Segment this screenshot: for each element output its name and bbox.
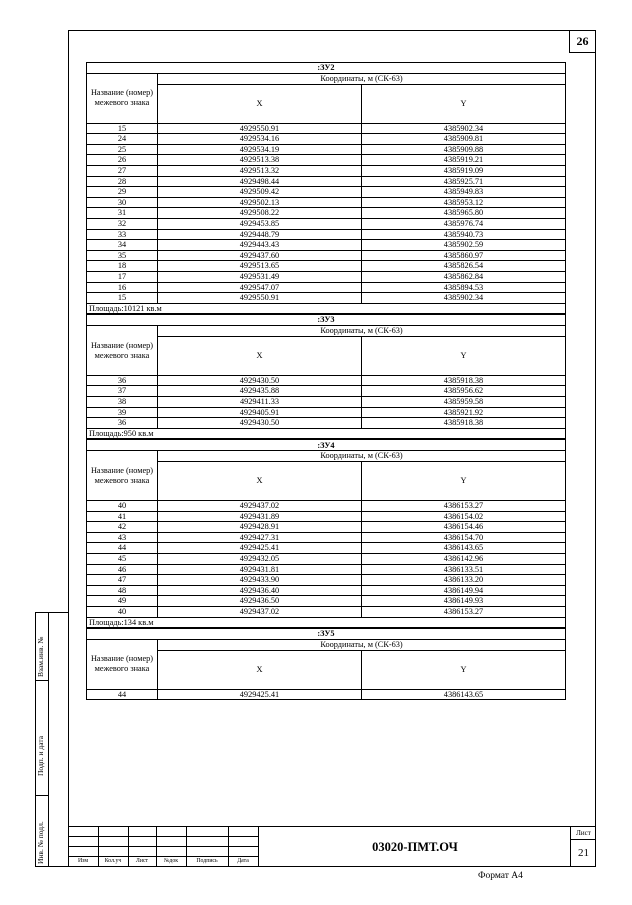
point-number: 40 <box>87 501 158 512</box>
table-row <box>87 407 566 418</box>
coord-y: 4385976.74 <box>362 218 566 229</box>
col-header-x: X <box>158 84 362 123</box>
point-number: 33 <box>87 229 158 240</box>
point-number: 47 <box>87 575 158 586</box>
coord-y: 4385919.09 <box>362 165 566 176</box>
coordinates-table <box>86 314 566 439</box>
format-label: Формат А4 <box>478 871 523 881</box>
coord-y: 4385860.97 <box>362 250 566 261</box>
coord-x: 4929431.81 <box>158 564 362 575</box>
point-number: 46 <box>87 564 158 575</box>
point-number: 24 <box>87 134 158 145</box>
coord-y: 4386143.65 <box>362 689 566 700</box>
point-number: 49 <box>87 596 158 607</box>
table-row <box>87 511 566 522</box>
coord-x: 4929436.50 <box>158 596 362 607</box>
coord-y: 4385902.34 <box>362 123 566 134</box>
sheet-number: 21 <box>578 847 589 859</box>
coord-y: 4385919.21 <box>362 155 566 166</box>
sidebar-cell-podp-data <box>36 681 48 796</box>
table-row <box>87 522 566 533</box>
col-header-name: Название (номер) межевого знака <box>87 74 158 124</box>
coord-x: 4929513.32 <box>158 165 362 176</box>
area-label: Площадь:10121 кв.м <box>87 303 566 314</box>
col-header-y: Y <box>362 462 566 501</box>
point-number: 16 <box>87 282 158 293</box>
coord-y: 4385965.80 <box>362 208 566 219</box>
table-row <box>87 282 566 293</box>
coord-x: 4929513.38 <box>158 155 362 166</box>
table-row <box>87 575 566 586</box>
point-number: 30 <box>87 197 158 208</box>
sidebar-stamp <box>35 612 68 867</box>
col-header-name: Название (номер) межевого знака <box>87 640 158 690</box>
coord-x: 4929550.91 <box>158 293 362 304</box>
coord-y: 4386143.65 <box>362 543 566 554</box>
coord-x: 4929431.89 <box>158 511 362 522</box>
table-row <box>87 689 566 700</box>
point-number: 27 <box>87 165 158 176</box>
coord-y: 4386149.94 <box>362 585 566 596</box>
table-row <box>87 176 566 187</box>
col-header-y: Y <box>362 336 566 375</box>
coord-x: 4929448.79 <box>158 229 362 240</box>
coord-y: 4385918.38 <box>362 418 566 429</box>
section-title: :ЗУ2 <box>87 63 566 74</box>
table-row <box>87 596 566 607</box>
point-number: 32 <box>87 218 158 229</box>
table-row <box>87 543 566 554</box>
page-number: 26 <box>569 31 595 53</box>
point-number: 48 <box>87 585 158 596</box>
table-row <box>87 585 566 596</box>
coord-y: 4386154.46 <box>362 522 566 533</box>
table-row <box>87 240 566 251</box>
coord-x: 4929502.13 <box>158 197 362 208</box>
coord-y: 4385918.38 <box>362 375 566 386</box>
coord-x: 4929437.60 <box>158 250 362 261</box>
point-number: 35 <box>87 250 158 261</box>
coord-x: 4929443.43 <box>158 240 362 251</box>
point-number: 36 <box>87 375 158 386</box>
coord-y: 4385909.88 <box>362 144 566 155</box>
table-row <box>87 397 566 408</box>
table-row <box>87 293 566 304</box>
sidebar-label-podp-data: Подп. и дата <box>36 735 45 776</box>
coord-y: 4386154.02 <box>362 511 566 522</box>
table-row <box>87 187 566 198</box>
point-number: 40 <box>87 606 158 617</box>
col-header-coords: Координаты, м (СК-63) <box>158 451 566 462</box>
coord-x: 4929531.49 <box>158 271 362 282</box>
sidebar-cell-inv-vzam <box>36 613 48 681</box>
coord-y: 4385953.12 <box>362 197 566 208</box>
sidebar-label-inv-podl: Инв. № подл. <box>36 821 45 864</box>
table-row <box>87 134 566 145</box>
point-number: 43 <box>87 532 158 543</box>
coord-y: 4385902.34 <box>362 293 566 304</box>
point-number: 45 <box>87 554 158 565</box>
table-row <box>87 375 566 386</box>
coord-y: 4385894.53 <box>362 282 566 293</box>
point-number: 15 <box>87 293 158 304</box>
sidebar-cell-inv-podl <box>36 796 48 868</box>
coord-x: 4929436.40 <box>158 585 362 596</box>
coord-x: 4929534.16 <box>158 134 362 145</box>
coord-y: 4385959.58 <box>362 397 566 408</box>
col-header-y: Y <box>362 650 566 689</box>
coord-x: 4929498.44 <box>158 176 362 187</box>
area-label: Площадь:950 кв.м <box>87 428 566 439</box>
coord-x: 4929534.19 <box>158 144 362 155</box>
point-number: 18 <box>87 261 158 272</box>
table-row <box>87 123 566 134</box>
point-number: 37 <box>87 386 158 397</box>
table-row <box>87 261 566 272</box>
point-number: 44 <box>87 689 158 700</box>
table-row <box>87 197 566 208</box>
coord-y: 4385940.73 <box>362 229 566 240</box>
coord-x: 4929430.50 <box>158 375 362 386</box>
col-header-coords: Координаты, м (СК-63) <box>158 74 566 85</box>
coord-x: 4929430.50 <box>158 418 362 429</box>
grid-line <box>68 846 258 847</box>
col-header-x: X <box>158 650 362 689</box>
table-row <box>87 564 566 575</box>
sheet-label: Лист <box>571 827 596 840</box>
grid-line <box>68 836 258 837</box>
coord-x: 4929411.33 <box>158 397 362 408</box>
table-row <box>87 554 566 565</box>
coord-y: 4385956.62 <box>362 386 566 397</box>
sidebar-label-column <box>36 613 49 866</box>
coordinates-table <box>86 439 566 628</box>
coord-x: 4929509.42 <box>158 187 362 198</box>
coord-x: 4929513.65 <box>158 261 362 272</box>
point-number: 39 <box>87 407 158 418</box>
coordinates-table <box>86 628 566 700</box>
coord-x: 4929437.02 <box>158 501 362 512</box>
coord-x: 4929425.41 <box>158 543 362 554</box>
coord-x: 4929435.88 <box>158 386 362 397</box>
coord-y: 4385921.92 <box>362 407 566 418</box>
coord-y: 4386133.51 <box>362 564 566 575</box>
coord-x: 4929425.41 <box>158 689 362 700</box>
area-label: Площадь:134 кв.м <box>87 617 566 628</box>
coord-x: 4929432.05 <box>158 554 362 565</box>
tb-label-podpis: Подпись <box>196 858 218 864</box>
point-number: 25 <box>87 144 158 155</box>
point-number: 31 <box>87 208 158 219</box>
title-block <box>68 826 596 867</box>
coord-x: 4929427.31 <box>158 532 362 543</box>
coord-x: 4929428.91 <box>158 522 362 533</box>
coord-x: 4929550.91 <box>158 123 362 134</box>
coord-y: 4385862.84 <box>362 271 566 282</box>
coord-x: 4929508.22 <box>158 208 362 219</box>
grid-line <box>68 856 258 857</box>
point-number: 38 <box>87 397 158 408</box>
col-header-y: Y <box>362 84 566 123</box>
coord-y: 4385826.54 <box>362 261 566 272</box>
title-block-grid <box>68 827 258 867</box>
coord-y: 4386154.70 <box>362 532 566 543</box>
coord-y: 4385949.83 <box>362 187 566 198</box>
tb-label-list: Лист <box>135 858 149 864</box>
sheet-box <box>570 827 596 867</box>
table-row <box>87 208 566 219</box>
col-header-x: X <box>158 336 362 375</box>
tb-label-kol-uch: Кол.уч <box>104 858 122 864</box>
coord-y: 4386149.93 <box>362 596 566 607</box>
col-header-name: Название (номер) межевого знака <box>87 326 158 376</box>
table-row <box>87 229 566 240</box>
col-header-name: Название (номер) межевого знака <box>87 451 158 501</box>
point-number: 15 <box>87 123 158 134</box>
coord-x: 4929453.85 <box>158 218 362 229</box>
coord-y: 4386153.27 <box>362 606 566 617</box>
point-number: 41 <box>87 511 158 522</box>
section-title: :ЗУ5 <box>87 629 566 640</box>
point-number: 36 <box>87 418 158 429</box>
col-header-x: X <box>158 462 362 501</box>
point-number: 29 <box>87 187 158 198</box>
table-row <box>87 606 566 617</box>
col-header-coords: Координаты, м (СК-63) <box>158 640 566 651</box>
table-row <box>87 271 566 282</box>
section-title: :ЗУ4 <box>87 440 566 451</box>
point-number: 17 <box>87 271 158 282</box>
table-row <box>87 218 566 229</box>
point-number: 42 <box>87 522 158 533</box>
tb-label-izm: Изм <box>77 858 89 864</box>
coord-x: 4929547.07 <box>158 282 362 293</box>
table-row <box>87 250 566 261</box>
coordinates-tables <box>86 62 565 700</box>
table-row <box>87 532 566 543</box>
coord-y: 4386142.96 <box>362 554 566 565</box>
table-row <box>87 155 566 166</box>
table-row <box>87 386 566 397</box>
coord-y: 4386133.20 <box>362 575 566 586</box>
sidebar-label-inv-vzam: Взам.инв. № <box>36 636 45 677</box>
coord-x: 4929433.90 <box>158 575 362 586</box>
point-number: 44 <box>87 543 158 554</box>
table-row <box>87 144 566 155</box>
tb-label-ndok: №док <box>163 858 179 864</box>
point-number: 34 <box>87 240 158 251</box>
table-row <box>87 418 566 429</box>
coord-y: 4386153.27 <box>362 501 566 512</box>
point-number: 28 <box>87 176 158 187</box>
coord-y: 4385925.71 <box>362 176 566 187</box>
coord-y: 4385909.81 <box>362 134 566 145</box>
coord-y: 4385902.59 <box>362 240 566 251</box>
table-row <box>87 165 566 176</box>
coordinates-table <box>86 62 566 314</box>
point-number: 26 <box>87 155 158 166</box>
tb-label-data: Дата <box>237 858 249 864</box>
table-row <box>87 501 566 512</box>
section-title: :ЗУ3 <box>87 315 566 326</box>
coord-x: 4929405.91 <box>158 407 362 418</box>
document-code: 03020-ПМТ.ОЧ <box>258 827 571 867</box>
coord-x: 4929437.02 <box>158 606 362 617</box>
col-header-coords: Координаты, м (СК-63) <box>158 326 566 337</box>
